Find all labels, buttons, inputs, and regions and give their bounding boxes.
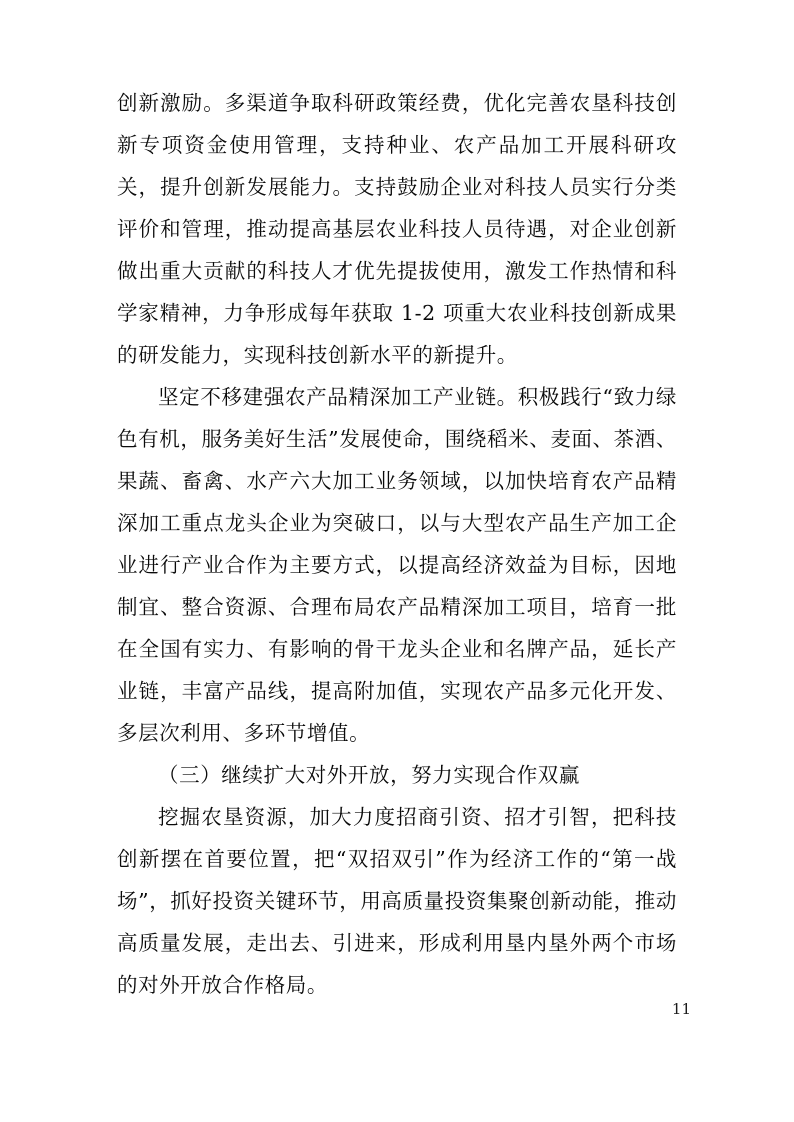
paragraph-4: 挖掘农垦资源，加大力度招商引资、招才引智，把科技创新摆在首要位置，把“双招双引”作为经济工作的“第一战场”，抓好投资关键环节，用高质量投资集聚创新动能，推动高质量发展，走出去、引进来，形成利用垦内垦外两个市场的对外开放合作格局。: [117, 805, 677, 997]
page-number: 11: [671, 1000, 691, 1018]
paragraph-2: 坚定不移建强农产品精深加工产业链。积极践行“致力绿色有机，服务美好生活”发展使命，围绕稻米、麦面、茶酒、果蔬、畜禽、水产六大加工业务领域，以加快培育农产品精深加工重点龙头企业为突破口，以与大型农产品生产加工企业进行产业合作为主要方式，以提高经济效益为目标，因地制宜、整合资源、合理布局农产品精深加工项目，培育一批在全国有实力、有影响的骨干龙头企业和名牌产品，延长产业链，丰富产品线，提高附加值，实现农产品多元化开发、多层次利用、多环节增值。: [117, 385, 677, 745]
section-heading-3: （三）继续扩大对外开放，努力实现合作双赢: [158, 763, 580, 787]
paragraph-1: 创新激励。多渠道争取科研政策经费，优化完善农垦科技创新专项资金使用管理，支持种业、农产品加工开展科研攻关，提升创新发展能力。支持鼓励企业对科技人员实行分类评价和管理，推动提高基层农业科技人员待遇，对企业创新做出重大贡献的科技人才优先提拔使用，激发工作热情和科学家精神，力争形成每年获取 1-2 项重大农业科技创新成果的研发能力，实现科技创新水平的新提升。: [117, 91, 677, 367]
page-body: [117, 82, 677, 1006]
